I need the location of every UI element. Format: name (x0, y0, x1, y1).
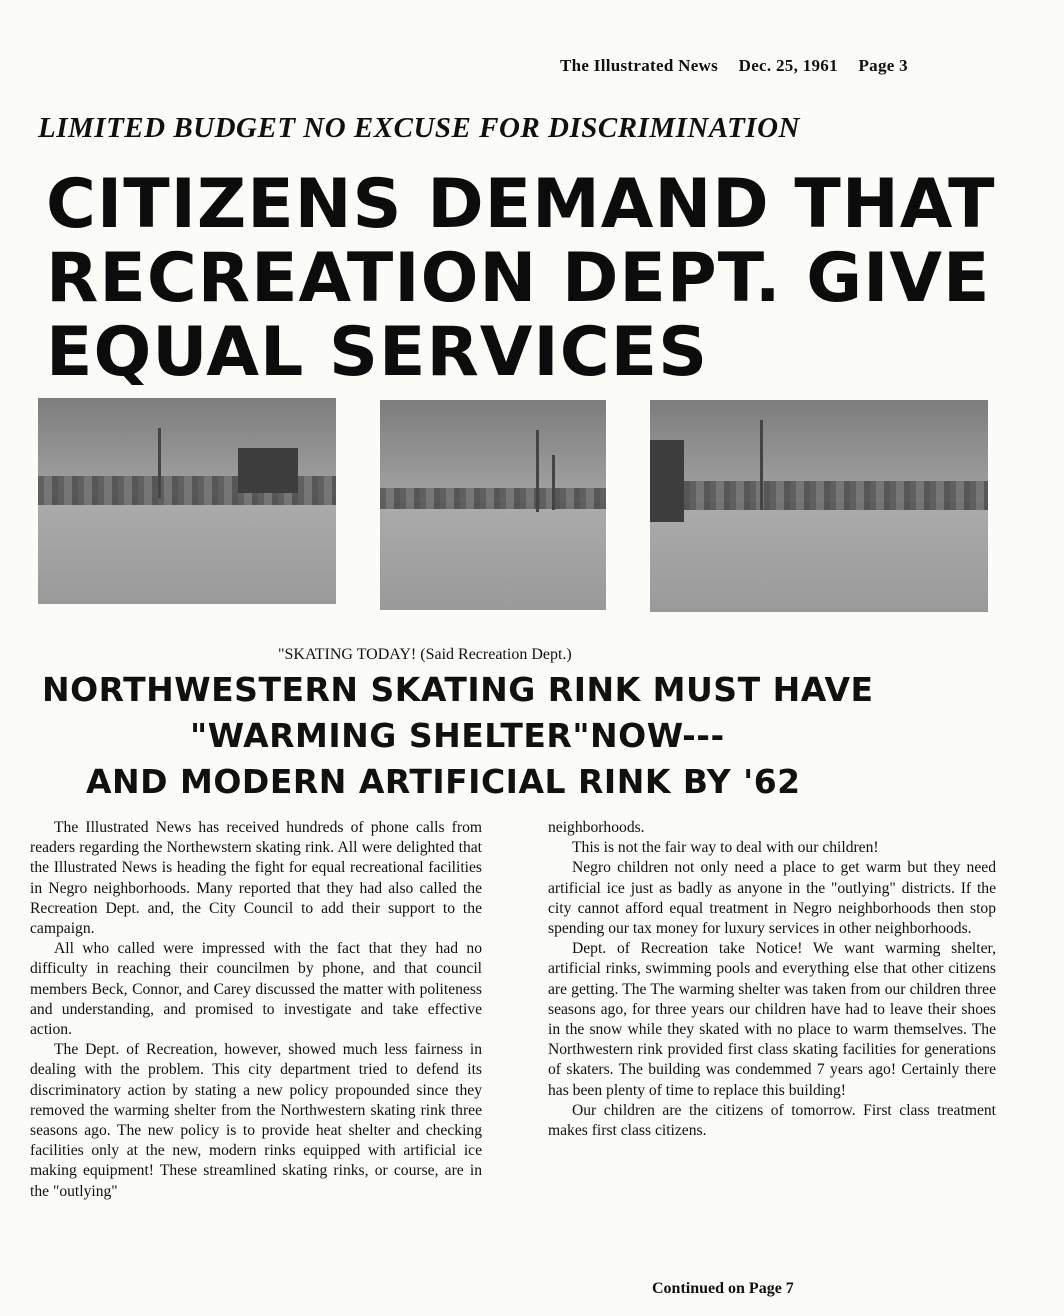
article-paragraph: Negro children not only need a place to get warm but they need artificial ice just as badly as anyone in the "outlying" districts. If the city cannot afford equal treatment in Negro neighborhoods then stop spending our tax money for luxury services in other neighborhoods. (548, 859, 996, 938)
article-paragraph: The Dept. of Recreation, however, showed much less fairness in dealing with the problem. This city department tried to defend its discriminatory action by stating a new policy propounded since they removed the warming shelter from the Northwestern skating rink three seasons ago. The new policy is to provide heat shelter and checking facilities only at the new, modern rinks equipped with artificial ice making equipment! These streamlined skating rinks, or course, are in the "outlying" (30, 1041, 482, 1200)
article-column-right (548, 818, 996, 1141)
masthead (560, 56, 980, 76)
article-paragraph: Our children are the citizens of tomorrow. First class treatment makes first class citizens. (548, 1101, 996, 1140)
article-paragraph: This is not the fair way to deal with our children! (572, 839, 879, 857)
main-headline (46, 165, 1026, 392)
rink-photo-1 (38, 398, 336, 604)
rink-photo-2 (380, 400, 606, 610)
subhead-line-1: NORTHWESTERN SKATING RINK MUST HAVE (42, 670, 874, 709)
subhead-line-2: "WARMING SHELTER"NOW--- (190, 716, 725, 755)
rink-photo-3 (650, 400, 988, 612)
continued-notice: Continued on Page 7 (652, 1280, 794, 1297)
kicker-headline: LIMITED BUDGET NO EXCUSE FOR DISCRIMINATION (38, 112, 800, 144)
headline-line-1: CITIZENS DEMAND THAT (46, 165, 996, 244)
issue-date: Dec. 25, 1961 (738, 56, 838, 75)
article-paragraph: All who called were impressed with the fact that they had no difficulty in reaching their councilmen by phone, and that council members Beck, Connor, and Carey discussed the matter with politeness and understanding, and promised to investigate and take effective action. (30, 940, 482, 1039)
article-paragraph: Dept. of Recreation take Notice! We want warming shelter, artificial rinks, swimming pools and everything else that other citizens are getting. The The warming shelter was taken from our children three seasons ago, for three years our children have had to leave their shoes in the snow while they skated with no place to warm themselves. The Northwestern rink provided first class skating facilities for generations of skaters. The building was condemmed 7 years ago! Certainly there has been plenty of time to replace this building! (548, 940, 996, 1099)
publication-name: The Illustrated News (560, 56, 719, 75)
article-paragraph: neighborhoods. (548, 819, 645, 836)
headline-line-3: EQUAL SERVICES (46, 313, 709, 392)
article-paragraph: The Illustrated News has received hundreds of phone calls from readers regarding the Northewstern skating rink. All were delighted that the Illustrated News is heading the fight for equal recreational facilities in Negro neighborhoods. Many reported that they had also called the Recreation Dept. and, the City Council to add their support to the campaign. (30, 819, 482, 938)
page-number: Page 3 (858, 56, 908, 75)
subhead-line-3: AND MODERN ARTIFICIAL RINK BY '62 (86, 762, 801, 801)
photo-caption: "SKATING TODAY! (Said Recreation Dept.) (278, 646, 572, 663)
article-column-left (30, 818, 482, 1202)
headline-line-2: RECREATION DEPT. GIVE (46, 239, 991, 318)
